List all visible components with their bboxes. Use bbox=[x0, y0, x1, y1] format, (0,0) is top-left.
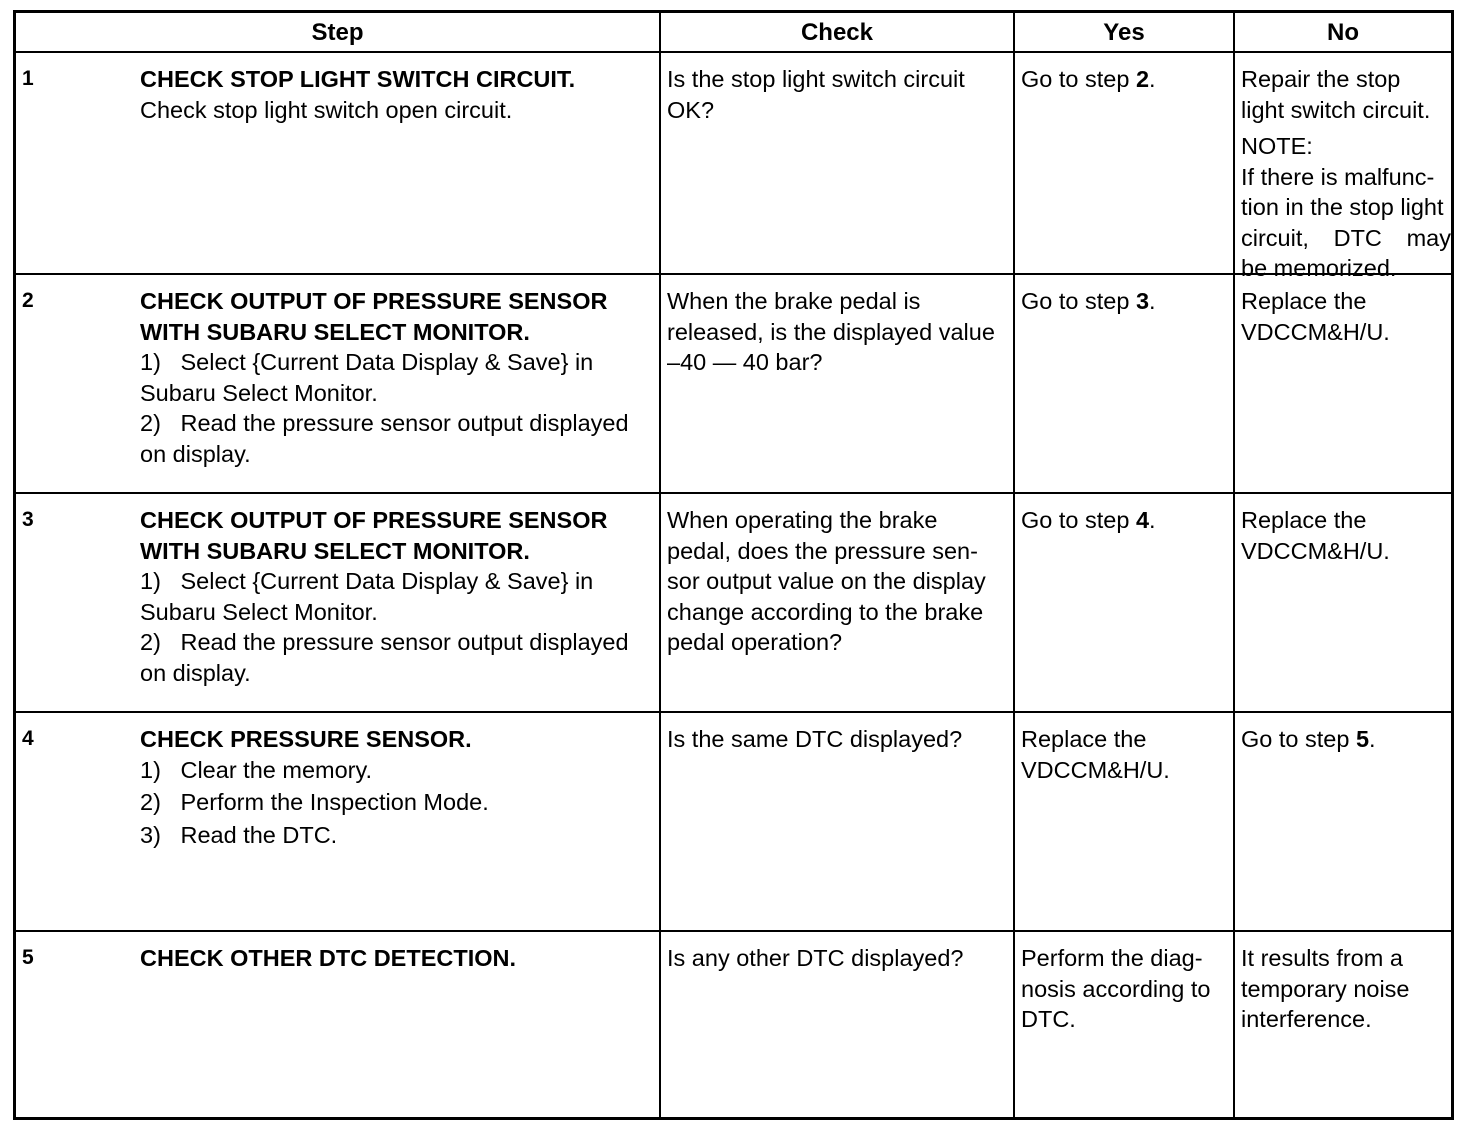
step-title: CHECK STOP LIGHT SWITCH CIRCUIT. bbox=[140, 66, 576, 92]
step-line: 2) Read the pressure sensor output displayed bbox=[140, 410, 629, 436]
header-check: Check bbox=[800, 19, 874, 46]
step-line: on display. bbox=[140, 440, 251, 467]
table-row bbox=[16, 713, 1451, 932]
note-line: If there is malfunc- bbox=[1241, 163, 1435, 190]
step-title: WITH SUBARU SELECT MONITOR. bbox=[140, 537, 530, 564]
yes-line: VDCCM&H/U. bbox=[1021, 756, 1170, 783]
header-no: No bbox=[1327, 19, 1359, 46]
step-number: 2 bbox=[22, 289, 34, 312]
note-line: circuit, DTC may bbox=[1241, 224, 1451, 251]
no-line: interference. bbox=[1241, 1006, 1372, 1032]
check-cell bbox=[667, 932, 1012, 974]
yes-step-ref: 2 bbox=[1135, 66, 1150, 92]
step-line: on display. bbox=[140, 659, 251, 686]
header-step: Step bbox=[311, 19, 364, 46]
no-step-ref: 5 bbox=[1355, 726, 1370, 752]
step-line: Subaru Select Monitor. bbox=[140, 598, 378, 625]
yes-suffix: . bbox=[1149, 288, 1156, 314]
yes-suffix: . bbox=[1149, 66, 1156, 92]
diagnostic-table bbox=[13, 10, 1454, 1120]
yes-suffix: . bbox=[1149, 507, 1156, 533]
no-line: Replace the bbox=[1241, 288, 1367, 314]
yes-text: Go to step bbox=[1021, 288, 1136, 314]
step-cell bbox=[140, 275, 660, 469]
step-cell bbox=[140, 53, 660, 125]
yes-cell bbox=[1021, 275, 1233, 317]
yes-step-ref: 3 bbox=[1135, 288, 1150, 314]
no-line: temporary noise bbox=[1241, 975, 1410, 1002]
step-line: 2) Perform the Inspection Mode. bbox=[140, 789, 489, 815]
no-cell bbox=[1241, 53, 1451, 284]
step-cell bbox=[140, 713, 660, 850]
check-cell bbox=[667, 275, 1012, 378]
step-line: Subaru Select Monitor. bbox=[140, 379, 378, 406]
no-cell bbox=[1241, 932, 1451, 1035]
no-cell bbox=[1241, 713, 1451, 755]
check-line: sor output value on the display bbox=[667, 568, 986, 594]
step-number: 1 bbox=[22, 67, 34, 90]
table-row bbox=[16, 275, 1451, 494]
step-line: Check stop light switch open circuit. bbox=[140, 96, 513, 123]
no-line: Replace the bbox=[1241, 507, 1367, 533]
note-line: tion in the stop light bbox=[1241, 194, 1444, 220]
yes-line: nosis according to bbox=[1021, 975, 1211, 1002]
note-label: NOTE: bbox=[1241, 133, 1313, 159]
table-row bbox=[16, 494, 1451, 713]
step-line: 2) Read the pressure sensor output displayed bbox=[140, 629, 629, 655]
yes-cell bbox=[1021, 494, 1233, 536]
yes-step-ref: 4 bbox=[1135, 507, 1150, 533]
yes-line: Replace the bbox=[1021, 726, 1147, 752]
step-cell bbox=[140, 932, 660, 974]
step-number: 4 bbox=[22, 727, 34, 750]
no-cell bbox=[1241, 494, 1451, 566]
no-line: light switch circuit. bbox=[1241, 96, 1431, 123]
no-suffix: . bbox=[1369, 726, 1376, 752]
check-line: Is the stop light switch circuit bbox=[667, 66, 965, 92]
check-line: pedal operation? bbox=[667, 629, 843, 655]
check-line: Is the same DTC displayed? bbox=[667, 726, 963, 752]
yes-text: Go to step bbox=[1021, 507, 1136, 533]
no-line: It results from a bbox=[1241, 945, 1403, 971]
no-line: Repair the stop bbox=[1241, 66, 1401, 92]
no-line: VDCCM&H/U. bbox=[1241, 537, 1390, 564]
check-cell bbox=[667, 494, 1012, 658]
check-line: –40 — 40 bar? bbox=[667, 349, 823, 375]
no-line: VDCCM&H/U. bbox=[1241, 318, 1390, 345]
check-line: change according to the brake bbox=[667, 598, 984, 625]
step-cell bbox=[140, 494, 660, 688]
check-line: Is any other DTC displayed? bbox=[667, 945, 964, 971]
step-number: 3 bbox=[22, 508, 34, 531]
step-title: WITH SUBARU SELECT MONITOR. bbox=[140, 318, 530, 345]
yes-cell bbox=[1021, 713, 1233, 785]
no-cell bbox=[1241, 275, 1451, 347]
step-title: CHECK PRESSURE SENSOR. bbox=[140, 726, 472, 752]
step-line: 1) Select {Current Data Display & Save} in bbox=[140, 349, 594, 375]
no-text: Go to step bbox=[1241, 726, 1356, 752]
step-number: 5 bbox=[22, 946, 34, 969]
check-line: OK? bbox=[667, 96, 715, 123]
note-line: be memorized. bbox=[1241, 255, 1397, 281]
yes-cell bbox=[1021, 53, 1233, 95]
check-cell bbox=[667, 713, 1012, 755]
yes-text: Go to step bbox=[1021, 66, 1136, 92]
check-line: pedal, does the pressure sen- bbox=[667, 537, 978, 564]
step-line: 1) Select {Current Data Display & Save} in bbox=[140, 568, 594, 594]
yes-line: Perform the diag- bbox=[1021, 945, 1203, 971]
yes-cell bbox=[1021, 932, 1233, 1035]
step-line: 1) Clear the memory. bbox=[140, 756, 373, 783]
table-row bbox=[16, 932, 1451, 1117]
step-title: CHECK OUTPUT OF PRESSURE SENSOR bbox=[140, 507, 608, 533]
check-line: released, is the displayed value bbox=[667, 318, 995, 345]
check-cell bbox=[667, 53, 1012, 125]
check-line: When operating the brake bbox=[667, 507, 938, 533]
step-line: 3) Read the DTC. bbox=[140, 821, 338, 848]
step-title: CHECK OUTPUT OF PRESSURE SENSOR bbox=[140, 288, 608, 314]
table-header bbox=[16, 13, 1451, 53]
check-line: When the brake pedal is bbox=[667, 288, 921, 314]
table-row bbox=[16, 53, 1451, 281]
header-yes: Yes bbox=[1103, 19, 1145, 46]
step-title: CHECK OTHER DTC DETECTION. bbox=[140, 945, 516, 971]
yes-line: DTC. bbox=[1021, 1006, 1076, 1032]
